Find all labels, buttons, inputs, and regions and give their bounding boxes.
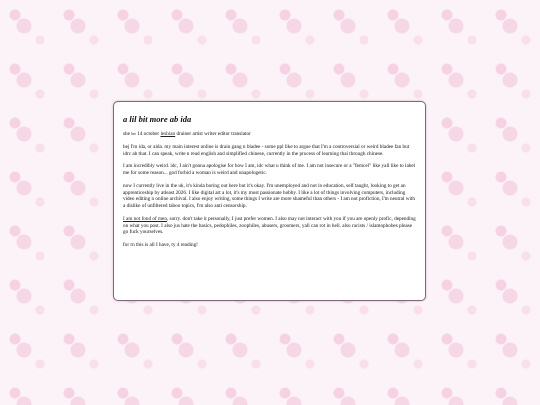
profile-meta bbox=[123, 131, 416, 138]
profile-card bbox=[113, 101, 426, 301]
boundaries-paragraph bbox=[123, 216, 416, 236]
boundaries-text: , sorry. don't take it personally, I just prefer women. I also may not interact with you if you are openly profic, depending on what you post. I also jus hate the basics, pedophiles, zoophiles, abusers, groomers, yall can rot in hell. also racists / islamophobes please go fuck yourselves. bbox=[123, 215, 416, 236]
profile-date: 14 october bbox=[137, 131, 160, 138]
intro-paragraph: hej I'm ida, or aida. my main interest online is drain gang n bladee - some ppl like to argue that I'm a controversial or weird bladee fan but idrc ab that. I can speak, write n read english and simplified chinese, currently in the process of learning thai through chinese. bbox=[123, 143, 410, 157]
personality-paragraph: I am incredibly weird. idc, I ain't gonna apologise for how I am, idc what u think of me. I am not insecure or a "femcel" like yall like to label me for some reason... god forbid a woman is weird and unapologetic. bbox=[123, 163, 416, 177]
pronoun-prefix: she bbox=[123, 131, 130, 138]
boundaries-link[interactable]: I am not fond of men bbox=[123, 215, 167, 222]
pronoun-small: her bbox=[131, 132, 136, 137]
profile-roles: drainer artist writer editor translator bbox=[176, 131, 251, 138]
closing-paragraph: for rn this is all I have, ty 4 reading! bbox=[123, 242, 198, 249]
orientation-link[interactable]: lesbian bbox=[160, 131, 176, 138]
life-paragraph: now I currently live in the uk, it's kinda boring out here but it's okay. I'm unemployed and not in education, self taught, looking to get an apprenticeship by atleast 2026. I like digital art a lot, it's my most passionate hobby. I like a lot of things involving computers, including video editing n online archival. I also enjoy writing, some things I write are more shameful than others - I am not profiction, I'm neutral with a dislike of unfiltered taboo topics, I'm also anti censorship. bbox=[123, 182, 415, 210]
profile-title: a lil bit more ab ida bbox=[123, 114, 192, 124]
